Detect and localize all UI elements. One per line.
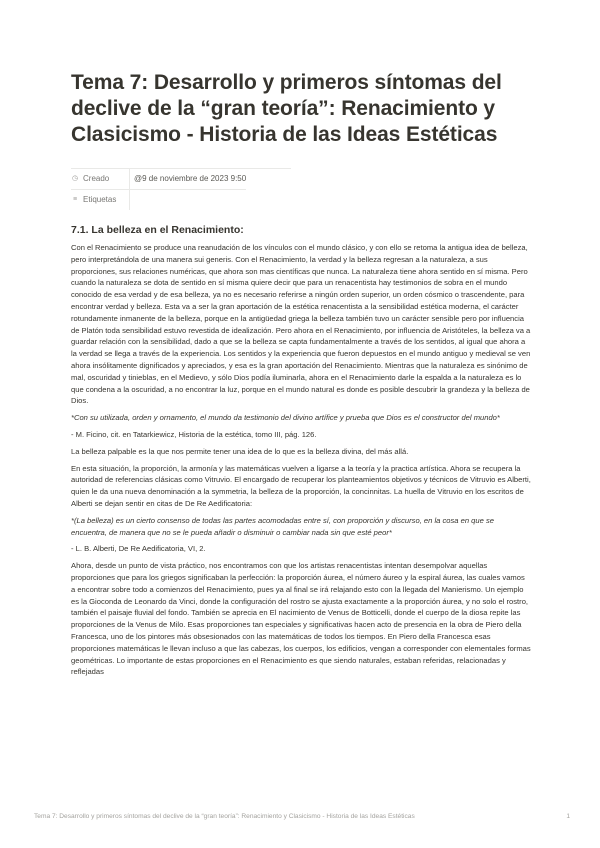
properties-table bbox=[71, 168, 291, 210]
page-footer bbox=[34, 813, 570, 820]
property-key: Etiquetas bbox=[83, 195, 117, 204]
property-value bbox=[129, 190, 134, 210]
property-key: Creado bbox=[83, 174, 110, 183]
paragraph: Ahora, desde un punto de vista práctico, nos encontramos con que los artistas renacentistas intentan desempolvar aquellas proporciones que para los griegos significaban la perfección: la proporción áurea, el número áureo y la espiral áurea, las cuales vamos a encontrar sobre todo a comienzos del Renacimiento, pues ya al final se irá relajando esto con la llegada del Manierismo. Un ejemplo es la Gioconda de Leonardo da Vinci, donde la configuración del rostro se ajusta exactamente a la proporción áurea, y no solo el rostro, también el paisaje fluvial del fondo. También se aprecia en El nacimiento de Venus de Botticelli, donde el cuerpo de la diosa repite las proporciones de la Venus de Milo. Esas proporciones tan especiales y significativas hacen acto de presencia en la obra de Piero della Francesca, uno de los pintores más obsesionados con las matemáticas de todos los tiempos. En Piero della Francesca esas proporciones matemáticas le llevan incluso a que las cabezas, los cuerpos, los edificios, vengan a corresponder con elementales formas geométricas. Lo importante de estas proporciones en el Renacimiento es que siendo naturales, estaban referidas, relacionadas y reflejadas bbox=[71, 561, 531, 677]
footer-title: Tema 7: Desarrollo y primeros síntomas del declive de la “gran teoría”: Renacimiento y Clasicismo - Historia de las Ideas Estéticas bbox=[34, 813, 415, 820]
paragraph: Con el Renacimiento se produce una reanudación de los vínculos con el mundo clásico, y con ello se retoma la antigua idea de belleza, pero interpretándola de una manera sui generis. Con el Renacimiento, la verdad y la belleza regresan a la naturaleza, a sus proporciones, sus relaciones numéricas, que ahora son mas científicas que nunca. La naturaleza tiene ahora sentido en sí misma. Pero cuando la naturaleza se dota de sentido en sí misma quiere decir que para un renacentista hay testimonios de sobra en el mundo conocido de esa verdad y de esa belleza, ya no es necesario referirse a ningún orden superior, un orden cósmico o trascendente, para encontrar verdad y belleza. Esta va a ser la gran aportación de la estética renacentista a la sensibilidad estética moderna, el carácter rotundamente inmanente de la belleza, porque en la antigüedad griega la belleza también tuvo un carácter sensible pero por influencia de Platón toda sensibilidad estuvo revestida de idealización. Pero ahora en el Renacimiento, por influencia de Aristóteles, la belleza va a guardar relación con la sensibilidad, dado a que se la belleza se capta fundamentalmente a través de los sentidos, al igual que ahora a la verdad se llega a través de la experiencia. Los sentidos y la experiencia que fueron depuestos en el mundo antiguo y medieval se ven ahora insólitamente dignificados y apreciados, y esa es la gran aportación del Renacimiento. Mientras que la naturaleza es sinónimo de mal, oscuridad y tinieblas, en el Medievo, y sólo Dios podía iluminarla, ahora en el Renacimiento darle la espalda a la naturaleza es lo que condena a la oscuridad, a no encontrar la luz, porque en el mundo natural es donde es posible descubrir la grandeza y la belleza de Dios. bbox=[71, 243, 531, 406]
quote: *Con su utilizada, orden y ornamento, el mundo da testimonio del divino artífice y prueba que Dios es el constructor del mundo* bbox=[71, 413, 500, 423]
section-heading: 7.1. La belleza en el Renacimiento: bbox=[71, 224, 244, 236]
quote: *(La belleza) es un cierto consenso de todas las partes acomodadas entre sí, con proporción y discurso, en la cosa en que se encuentra, de manera que no se le pueda añadir o disminuir o cambiar nada sin que esté peor* bbox=[71, 515, 494, 537]
page-title: Tema 7: Desarrollo y primeros síntomas del declive de la “gran teoría”: Renacimiento y Clasicismo - Historia de las Ideas Estéticas bbox=[71, 71, 502, 146]
page-number: 1 bbox=[566, 813, 570, 820]
paragraph: En esta situación, la proporción, la armonía y las matemáticas vuelven a ligarse a la teoría y la practica artística. Ahora se recupera la autoridad de referencias clásicas como Vitruvio. El encargado de recuperar los planteamientos objetivos y técnicos de Vitruvio es Alberti, quien le da una nueva denominación a la symmetria, la belleza de la proporción, la concinnitas. La huella de Vitruvio en los escritos de Alberti se dejan sentir en citas de De Re Aedificatoria: bbox=[71, 463, 531, 508]
citation: - M. Ficino, cit. en Tatarkiewicz, Historia de la estética, tomo III, pág. 126. bbox=[71, 429, 317, 439]
clock-icon: ◷ bbox=[71, 175, 79, 182]
list-icon: ≡ bbox=[72, 196, 78, 203]
property-value: @9 de noviembre de 2023 9:50 bbox=[129, 169, 246, 190]
property-created bbox=[71, 169, 291, 190]
document-page bbox=[71, 70, 531, 683]
citation: - L. B. Alberti, De Re Aedificatoria, VI, 2. bbox=[71, 544, 206, 554]
property-tags bbox=[71, 190, 291, 210]
paragraph: La belleza palpable es la que nos permite tener una idea de lo que es la belleza divina, del más allá. bbox=[71, 446, 409, 456]
